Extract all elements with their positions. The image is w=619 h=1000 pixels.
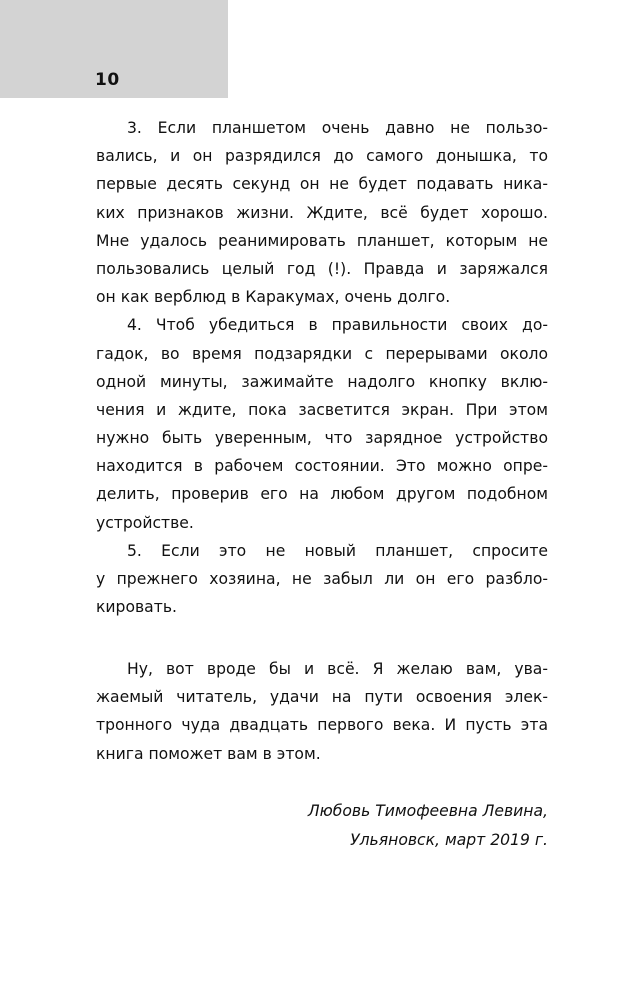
text-line: вались, и он разрядился до самого донышка, то <box>96 147 548 166</box>
paragraph-4 <box>96 311 548 537</box>
text-line: находится в рабочем состоянии. Это можно опре- <box>96 457 548 476</box>
text-line: у прежнего хозяина, не забыл ли он его разбло- <box>96 570 548 588</box>
text-line: 3. Если планшетом очень давно не пользо- <box>127 119 548 137</box>
closing-paragraph <box>96 655 548 768</box>
page-number: 10 <box>95 70 120 90</box>
text-line: книга поможет вам в этом. <box>96 744 321 763</box>
text-line: Мне удалось реанимировать планшет, которым не <box>96 231 548 250</box>
paragraph-5 <box>96 537 548 622</box>
body-text <box>96 114 548 621</box>
text-line: первые десять секунд он не будет подавать ника- <box>96 175 548 194</box>
text-line: устройстве. <box>96 513 194 532</box>
text-line: Ну, вот вроде бы и всё. Я желаю вам, ува- <box>127 660 548 678</box>
text-line: делить, проверив его на любом другом подобном <box>96 485 548 504</box>
signature-place-date: Ульяновск, март 2019 г. <box>350 831 548 849</box>
text-line: 4. Чтоб убедиться в правильности своих до- <box>127 316 548 335</box>
text-line: 5. Если это не новый планшет, спросите <box>127 541 548 560</box>
text-line: кировать. <box>96 598 177 617</box>
paragraph-3 <box>96 114 548 311</box>
text-line: чения и ждите, пока засветится экран. При этом <box>96 400 548 419</box>
signature <box>200 797 548 855</box>
text-line: ких признаков жизни. Ждите, всё будет хорошо. <box>96 203 548 222</box>
text-line: пользовались целый год (!). Правда и заряжался <box>96 259 548 278</box>
signature-author: Любовь Тимофеевна Левина, <box>307 802 548 820</box>
text-line: нужно быть уверенным, что зарядное устройство <box>96 429 548 448</box>
text-line: одной минуты, зажимайте надолго кнопку вклю- <box>96 372 548 391</box>
text-line: он как верблюд в Каракумах, очень долго. <box>96 288 451 307</box>
text-line: тронного чуда двадцать первого века. И пусть эта <box>96 716 548 735</box>
text-line: гадок, во время подзарядки с перерывами около <box>96 344 548 363</box>
text-line: жаемый читатель, удачи на пути освоения элек- <box>96 688 548 707</box>
